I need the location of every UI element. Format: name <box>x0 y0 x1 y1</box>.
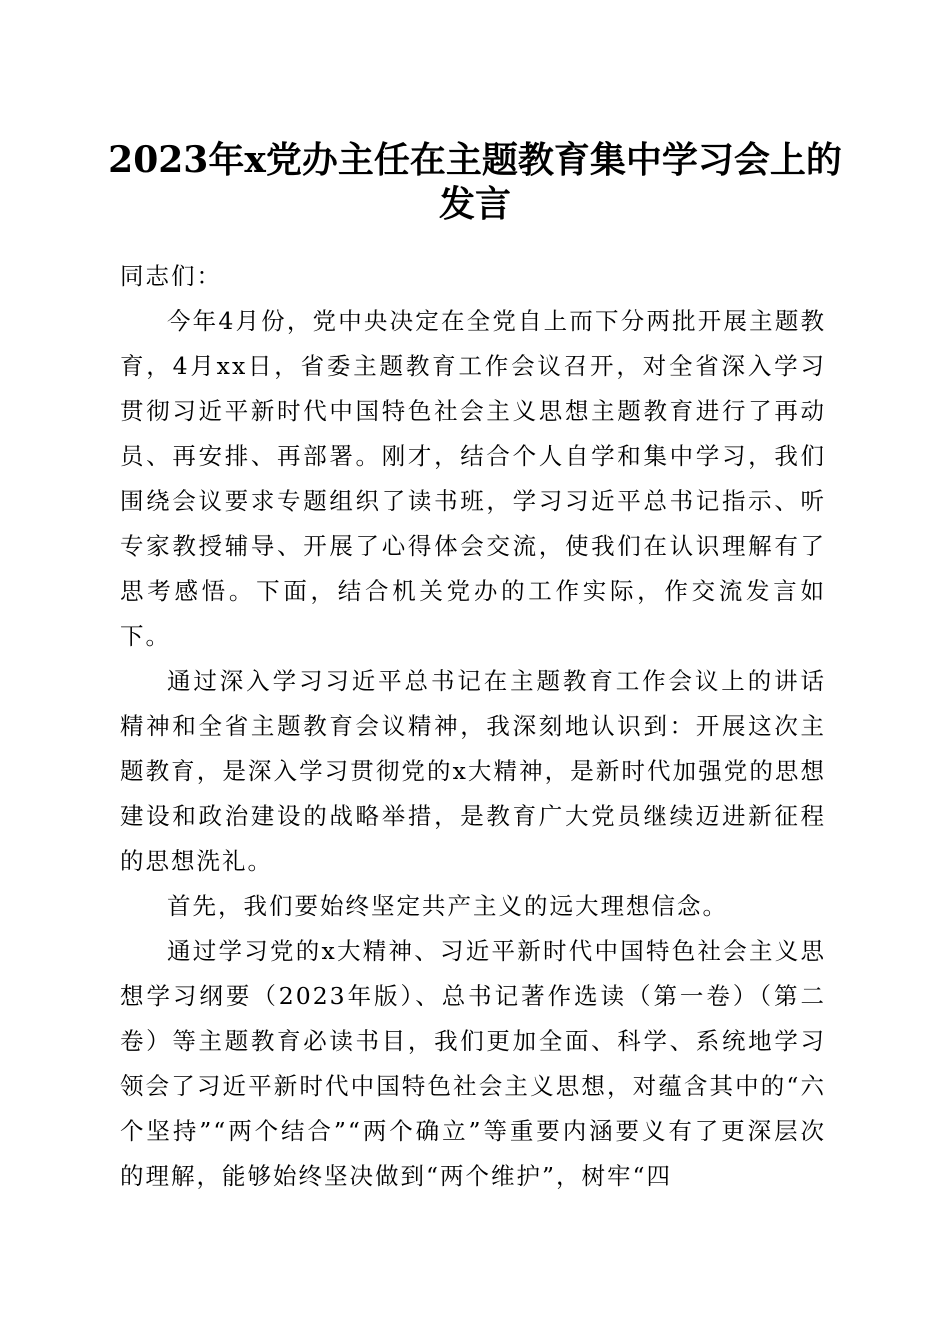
document-title: 2023年x党办主任在主题教育集中学习会上的发言 <box>108 139 842 225</box>
paragraph: 首先，我们要始终坚定共产主义的远大理想信念。 <box>167 892 728 920</box>
paragraph: 通过深入学习习近平总书记在主题教育工作会议上的讲话精神和全省主题教育会议精神，我深刻地认识到：开展这次主题教育，是深入学习贯彻党的x大精神，是新时代加强党的思想建设和政治建设的战略举措，是教育广大党员继续迈进新征程的思想洗礼。 <box>120 667 826 875</box>
paragraph: 通过学习党的x大精神、习近平新时代中国特色社会主义思想学习纲要（2023年版）、总书记著作选读（第一卷）（第二卷）等主题教育必读书目，我们更加全面、科学、系统地学习领会了习近平新时代中国特色社会主义思想，对蕴含其中的“六个坚持”“两个结合”“两个确立”等重要内涵要义有了更深层次的理解，能够始终坚决做到“两个维护”，树牢“四 <box>120 937 826 1190</box>
paragraph: 今年4月份，党中央决定在全党自上而下分两批开展主题教育，4月xx日，省委主题教育工作会议召开，对全省深入学习贯彻习近平新时代中国特色社会主义思想主题教育进行了再动员、再安排、再部署。刚才，结合个人自学和集中学习，我们围绕会议要求专题组织了读书班，学习习近平总书记指示、听专家教授辅导、开展了心得体会交流，使我们在认识理解有了思考感悟。下面，结合机关党办的工作实际，作交流发言如下。 <box>120 307 826 650</box>
salutation: 同志们： <box>120 262 222 290</box>
document-body <box>120 254 826 1199</box>
